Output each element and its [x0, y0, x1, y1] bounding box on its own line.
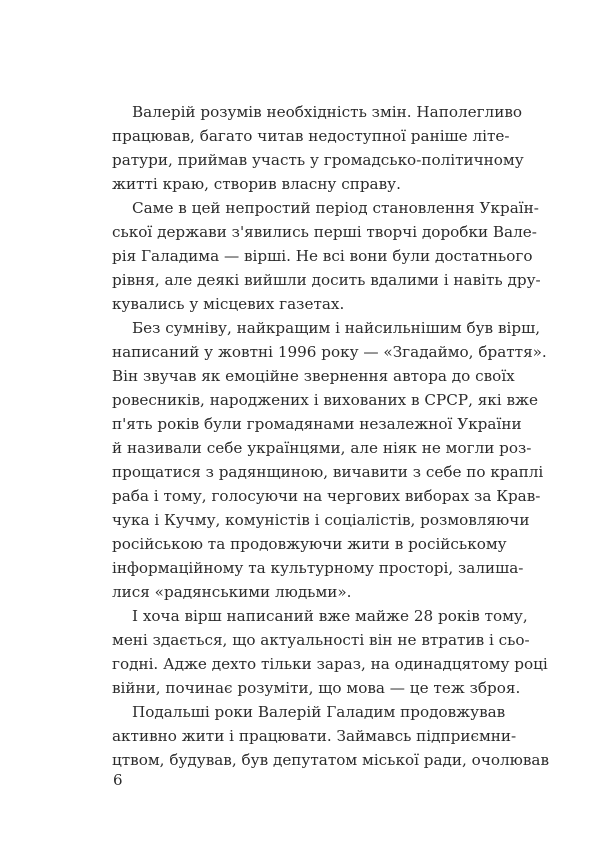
text-line: лися «радянськими людьми». — [112, 583, 352, 601]
text-line: й називали себе українцями, але ніяк не могли роз- — [112, 439, 532, 457]
text-line: ратури, приймав участь у громадсько-політичному — [112, 151, 524, 169]
text-line: рія Галадима — вірші. Не всі вони були достатнього — [112, 247, 533, 265]
text-line: ровесників, народжених і вихованих в СРСР, які вже — [112, 391, 538, 409]
text-line: раба і тому, голосуючи на чергових виборах за Крав- — [112, 487, 541, 505]
text-line: цтвом, будував, був депутатом міської ради, очолював — [112, 751, 550, 769]
text-line: Саме в цей непростий період становлення Україн- — [132, 199, 539, 217]
text-line: Він звучав як емоційне звернення автора до своїх — [112, 367, 515, 385]
text-line: рівня, але деякі вийшли досить вдалими і навіть дру- — [112, 271, 541, 289]
text-line: написаний у жовтні 1996 року — «Згадаймо, браття». — [112, 343, 547, 361]
text-line: житті краю, створив власну справу. — [112, 175, 401, 193]
text-line: Без сумніву, найкращим і найсильнішим був вірш, — [132, 319, 541, 337]
text-line: працював, багато читав недоступної раніше літе- — [112, 127, 510, 145]
text-line: Валерій розумів необхідність змін. Наполегливо — [132, 103, 523, 121]
page-number: 6 — [113, 771, 123, 789]
text-line: годні. Адже дехто тільки зараз, на одинадцятому році — [112, 655, 548, 673]
text-line: прощатися з радянщиною, вичавити з себе по краплі — [112, 463, 544, 481]
text-line: І хоча вірш написаний вже майже 28 років тому, — [132, 607, 528, 625]
text-line: п'ять років були громадянами незалежної України — [112, 415, 522, 433]
text-line: ської держави з'явились перші творчі доробки Вале- — [112, 223, 537, 241]
text-line: російською та продовжуючи жити в російському — [112, 535, 507, 553]
text-line: війни, починає розуміти, що мова — це теж зброя. — [112, 679, 521, 697]
text-line: мені здається, що актуальності він не втратив і сьо- — [112, 631, 530, 649]
text-line: кувались у місцевих газетах. — [112, 295, 345, 313]
text-line: Подальші роки Валерій Галадим продовжував — [132, 703, 506, 721]
text-line: активно жити і працювати. Займавсь підприємни- — [112, 727, 517, 745]
text-line: інформаційному та культурному просторі, залиша- — [112, 559, 524, 577]
text-line: чука і Кучму, комуністів і соціалістів, розмовляючи — [112, 511, 530, 529]
